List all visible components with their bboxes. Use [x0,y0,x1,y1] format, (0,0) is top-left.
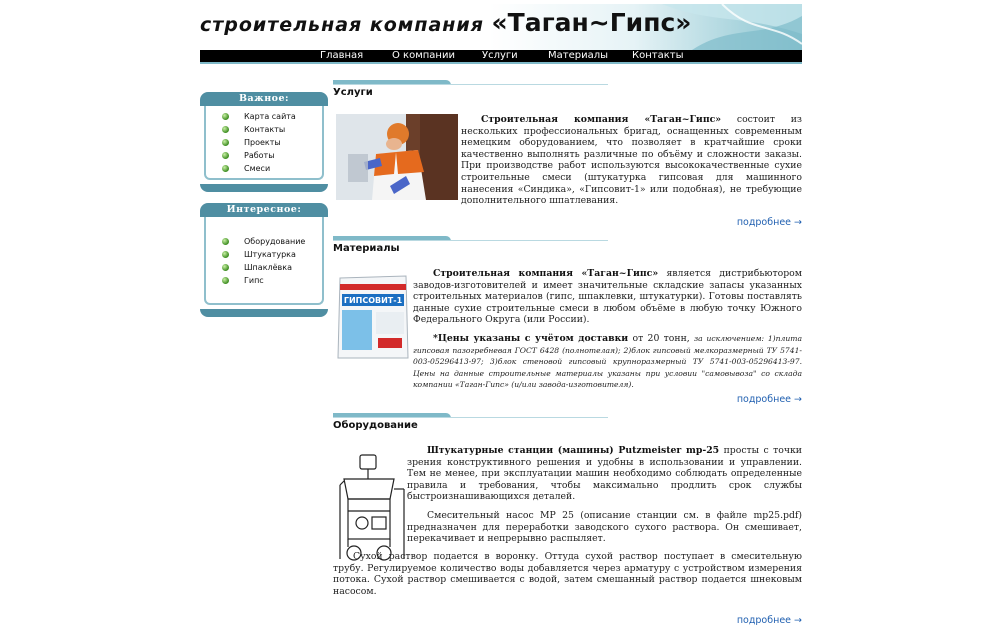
services-text: Строительная компания «Таган~Гипс» состоит из нескольких профессиональных бригад, оснащенных современным немецким оборудованием, что позволяет в кратчайшие сроки качественно выполнять различные по объёму и сложности заказы. При производстве работ используются высококачественные сухие строительные смеси (штукатурка гипсовая для машинного нанесения «Синдика», «Гипсовит-1» или подобная), не требующие дополнительного шпатлевания. [461,114,802,207]
gypsovit-bag-image [336,274,410,360]
main-nav [200,50,802,62]
sidebar-important-box [200,92,328,192]
sidebar-item-gypsum[interactable]: Гипс [222,274,305,287]
sidebar-item-putty[interactable]: Шпаклёвка [222,261,305,274]
sidebar-interesting-heading: Интересное: [226,204,302,215]
materials-text: Строительная компания «Таган~Гипс» является дистрибьютором заводов-изготовителей и имеет значительные складские запасы указанных строительных материалов (гипс, шпаклевки, штукатурки). Готовы поставлять данные сухие строительные смеси в любом объёме в любую точку Южного Федерального Округа (или России). [413,268,802,326]
equipment-section [333,413,802,631]
nav-about[interactable]: О компании [392,50,455,61]
sidebar-interesting-header [200,203,328,217]
bullet-icon [222,126,229,133]
equipment-more-link[interactable]: подробнее → [736,615,802,626]
sidebar-item-contacts[interactable]: Контакты [222,123,296,136]
bullet-icon [222,165,229,172]
services-section [333,80,802,232]
services-more-link[interactable]: подробнее → [736,217,802,228]
services-title: Услуги [333,87,373,98]
bullet-icon [222,139,229,146]
equipment-text-1: Штукатурные станции (машины) Putzmeister mp-25 просты с точки зрения конструктивного решения и удобны в использовании и управлении. Тем не менее, при эксплуатации машин необходимо соблюдать определенные правила и требования, чтобы максимально продлить срок службы быстроизнашивающихся деталей. [407,445,802,503]
materials-price-bold: *Цены указаны с учётом доставки [433,333,629,344]
equipment-bold: Штукатурные станции (машины) Putzmeister mp-25 [427,445,720,456]
bullet-icon [222,277,229,284]
sidebar-item-equipment[interactable]: Оборудование [222,235,305,248]
sidebar-interesting-box [200,203,328,317]
sidebar-important-header [200,92,328,106]
nav-materials[interactable]: Материалы [548,50,608,61]
equipment-text-2: Смесительный насос MP 25 (описание станции см. в файле mp25.pdf) предназначен для переработки заводского сухого раствора. Он смешивает, перекачивает и непрерывно распыляет. [407,510,802,545]
bullet-icon [222,152,229,159]
equipment-text-3: Сухой раствор подается в воронку. Оттуда сухой раствор поступает в смесительную трубу. Регулируемое количество воды добавляется через арматуру с устройством измерения потока. Сухой раствор смешивается с водой, затем смешанный раствор подается шнековым насосом. [333,551,802,597]
nav-services[interactable]: Услуги [482,50,518,61]
site-header [200,4,802,50]
section-divider [333,80,608,86]
bullet-icon [222,113,229,120]
plaster-machine-image [336,449,408,567]
materials-bold: Строительная компания «Таган~Гипс» [433,268,659,279]
site-title-brand: «Таган~Гипс» [491,8,692,37]
sidebar-item-projects[interactable]: Проекты [222,136,296,149]
materials-price-note: *Цены указаны с учётом доставки от 20 тонн, за исключением: 1)плита гипсовая пазогребневая ГОСТ 6428 (полнотелая); 2)блок гипсовый мелкоразмерный ТУ 5741-003-05296413-97; 3)блок стеновой гипсовый крупноразмерный ТУ 5741-003-05296413-97. Цены на данные строительные материалы указаны при условии "самовывоза" со склада компании «Таган-Гипс» (и/или завода-изготовителя). [413,333,802,390]
materials-more-link[interactable]: подробнее → [736,394,802,405]
nav-underline [200,62,802,64]
worker-photo [336,114,458,200]
sidebar-interesting-list [222,235,305,287]
nav-contacts[interactable]: Контакты [632,50,684,61]
bullet-icon [222,251,229,258]
sidebar-important-heading: Важное: [238,93,290,104]
sidebar-item-works[interactable]: Работы [222,149,296,162]
nav-home[interactable]: Главная [320,50,364,61]
site-title-prefix: строительная компания [200,14,484,36]
equipment-title: Оборудование [333,420,418,431]
section-divider [333,413,608,419]
sidebar-item-sitemap[interactable]: Карта сайта [222,110,296,123]
sidebar-important-list [222,110,296,175]
services-bold: Строительная компания «Таган~Гипс» [481,114,722,125]
site-title[interactable] [200,8,691,37]
materials-section [333,236,802,406]
sidebar-item-plaster[interactable]: Штукатурка [222,248,305,261]
bullet-icon [222,238,229,245]
page [200,0,802,631]
bag-label: ГИПСОВИТ-1 [343,296,403,305]
section-divider [333,236,608,242]
sidebar-item-mixes[interactable]: Смеси [222,162,296,175]
materials-title: Материалы [333,243,400,254]
bullet-icon [222,264,229,271]
